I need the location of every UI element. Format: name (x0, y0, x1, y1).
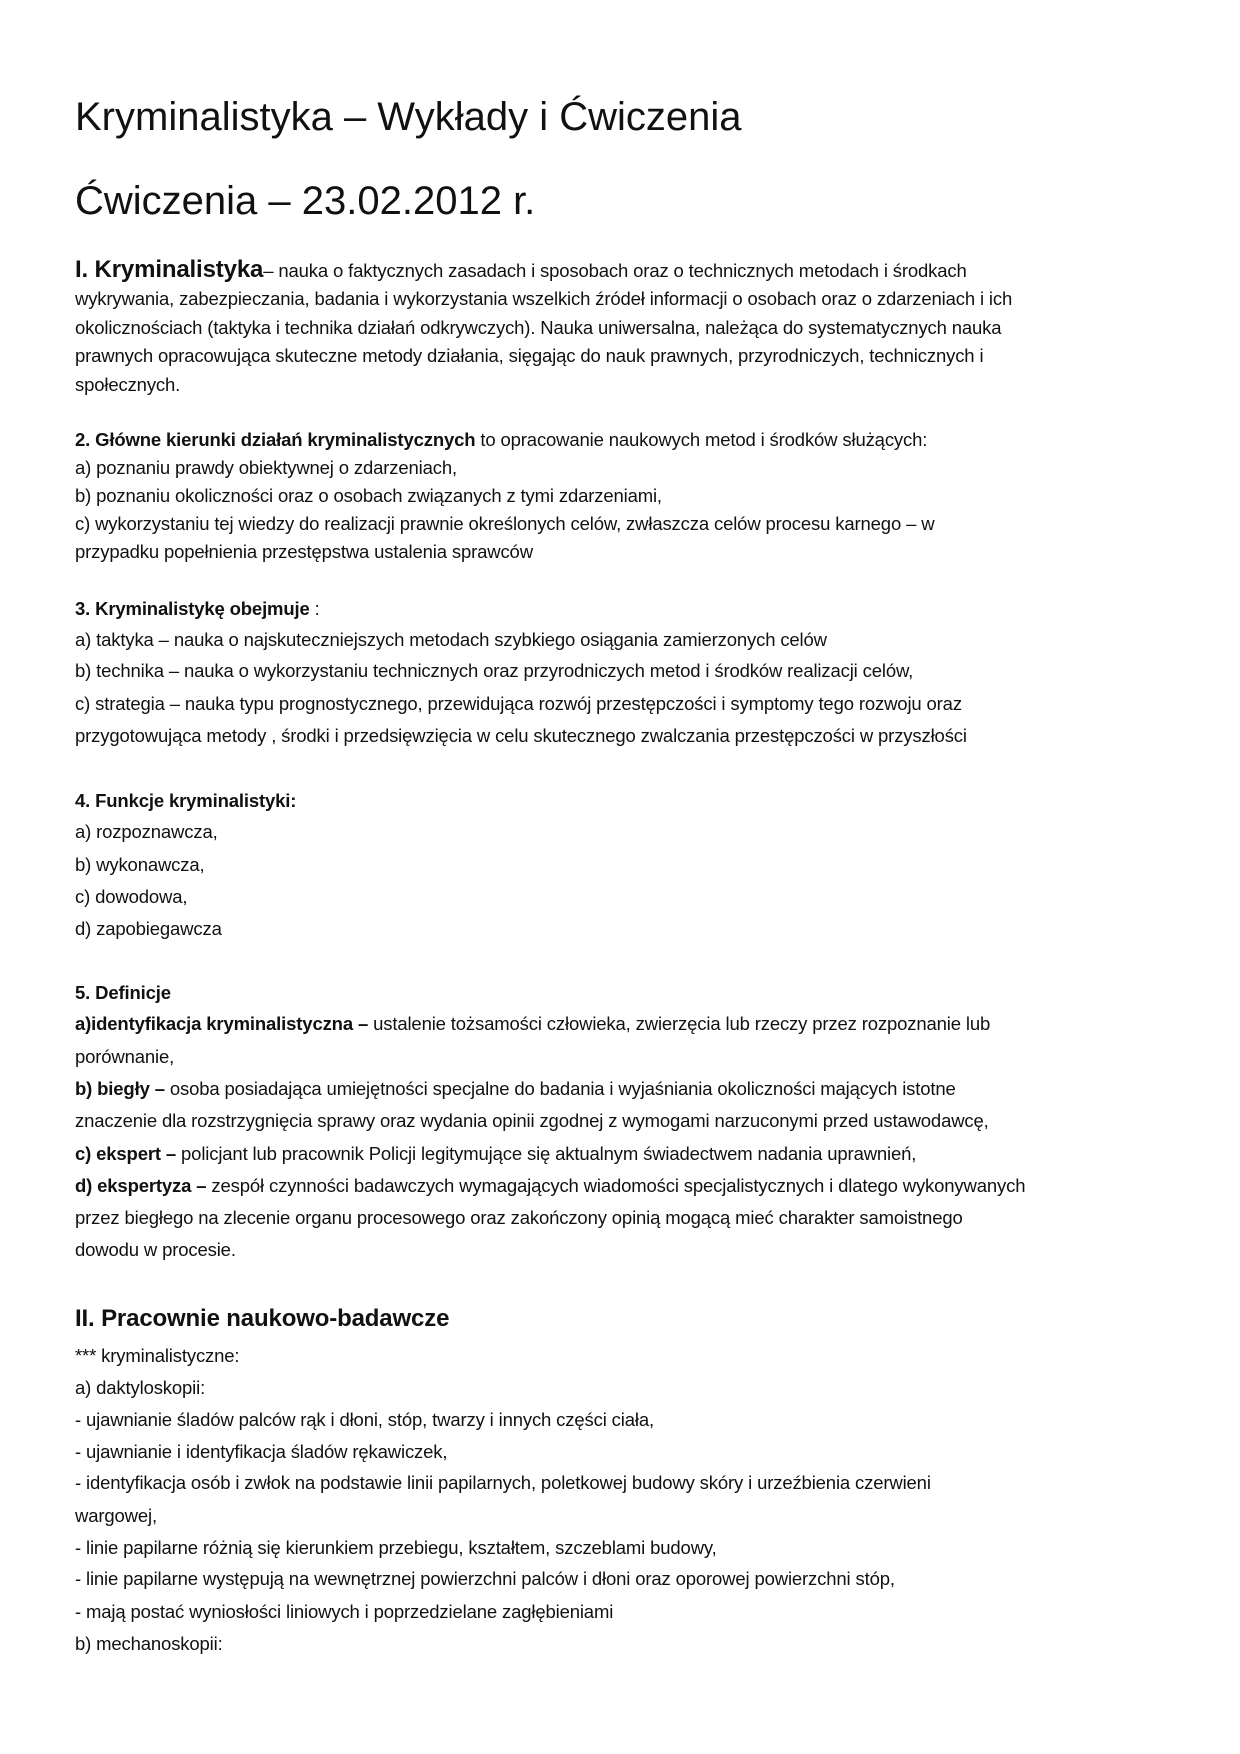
text-line (75, 371, 180, 399)
text-line (75, 256, 967, 285)
text-line (75, 1305, 449, 1334)
text-line (75, 538, 533, 566)
line-text: - identyfikacja osób i zwłok na podstawie linii papilarnych, poletkowej budowy skóry i urzeźbienia czerwieni (75, 1472, 931, 1493)
text-line (75, 1534, 717, 1562)
text-line (75, 482, 662, 510)
text-line (75, 1502, 157, 1530)
text-line (75, 314, 1001, 342)
bold-heading: 3. Kryminalistykę obejmuje (75, 598, 310, 619)
text-line (75, 722, 967, 750)
text-line (75, 1043, 174, 1071)
text-line (75, 1140, 916, 1168)
line-text: - ujawnianie śladów palców rąk i dłoni, stóp, twarzy i innych części ciała, (75, 1409, 654, 1430)
text-line (75, 626, 827, 654)
bold-heading: 2. Główne kierunki działań kryminalistycznych (75, 429, 476, 450)
line-text: – nauka o faktycznych zasadach i sposobach oraz o technicznych metodach i środkach (263, 260, 967, 281)
line-text: b) technika – nauka o wykorzystaniu technicznych oraz przyrodniczych metod i środków realizacji celów, (75, 660, 914, 681)
line-text: - mają postać wyniosłości liniowych i poprzedzielane zagłębieniami (75, 1601, 614, 1622)
line-text: policjant lub pracownik Policji legitymujące się aktualnym świadectwem nadania uprawnień, (176, 1143, 917, 1164)
line-text: osoba posiadająca umiejętności specjalne do badania i wyjaśniania okoliczności mających istotne (164, 1078, 956, 1099)
bold-heading: 5. Definicje (75, 982, 171, 1003)
text-line (75, 1236, 236, 1264)
line-text: prawnych opracowująca skuteczne metody działania, sięgając do nauk prawnych, przyrodniczych, technicznych i (75, 345, 984, 366)
bold-heading: II. Pracownie naukowo-badawcze (75, 1305, 450, 1332)
text-line (75, 818, 218, 846)
line-text: - ujawnianie i identyfikacja śladów rękawiczek, (75, 1441, 448, 1462)
text-line (75, 1438, 447, 1466)
bold-heading: a)identyfikacja kryminalistyczna – (75, 1013, 369, 1034)
bold-heading: c) ekspert – (75, 1143, 177, 1164)
text-line (75, 1469, 931, 1497)
document-title: Kryminalistyka – Wykłady i Ćwiczenia (75, 95, 742, 139)
line-text: d) zapobiegawcza (75, 918, 222, 939)
text-line (75, 510, 934, 538)
line-text: wargowej, (75, 1505, 157, 1526)
text-line (75, 1172, 1025, 1200)
line-text: a) daktyloskopii: (75, 1377, 206, 1398)
line-text: b) poznaniu okoliczności oraz o osobach związanych z tymi zdarzeniami, (75, 485, 662, 506)
text-line (75, 851, 205, 879)
text-line (75, 1010, 990, 1038)
bold-heading: b) biegły – (75, 1078, 165, 1099)
line-text: społecznych. (75, 374, 181, 395)
text-line (75, 787, 296, 815)
line-text: b) wykonawcza, (75, 854, 205, 875)
text-line (75, 915, 222, 943)
line-text: to opracowanie naukowych metod i środków służących: (475, 429, 928, 450)
line-text: a) taktyka – nauka o najskuteczniejszych metodach szybkiego osiągania zamierzonych celów (75, 629, 827, 650)
text-line (75, 1342, 239, 1370)
text-line (75, 1107, 989, 1135)
line-text: a) rozpoznawcza, (75, 821, 218, 842)
line-text: c) strategia – nauka typu prognostycznego, przewidująca rozwój przestępczości i symptomy tego rozwoju oraz (75, 693, 962, 714)
line-text: porównanie, (75, 1046, 175, 1067)
line-text: okolicznościach (taktyka i technika działań odkrywczych). Nauka uniwersalna, należąca do systematycznych nauka (75, 317, 1002, 338)
text-line (75, 285, 1012, 313)
text-line (75, 454, 457, 482)
line-text: : (309, 598, 320, 619)
line-text: znaczenie dla rozstrzygnięcia sprawy oraz wydania opinii zgodnej z wymogami narzuconymi przed ustawodawcę, (75, 1110, 989, 1131)
line-text: przypadku popełnienia przestępstwa ustalenia sprawców (75, 541, 533, 562)
line-text: dowodu w procesie. (75, 1239, 236, 1260)
text-line (75, 1406, 654, 1434)
bold-heading: 4. Funkcje kryminalistyki: (75, 790, 297, 811)
line-text: *** kryminalistyczne: (75, 1345, 240, 1366)
text-line (75, 595, 320, 623)
text-line (75, 1565, 895, 1593)
line-text: - linie papilarne różnią się kierunkiem przebiegu, kształtem, szczeblami budowy, (75, 1537, 717, 1558)
text-line (75, 426, 927, 454)
text-line (75, 1204, 963, 1232)
line-text: a) poznaniu prawdy obiektywnej o zdarzeniach, (75, 457, 457, 478)
text-line (75, 1598, 613, 1626)
text-line (75, 342, 983, 370)
bold-heading: I. Kryminalistyka (75, 256, 264, 283)
line-text: ustalenie tożsamości człowieka, zwierzęcia lub rzeczy przez rozpoznanie lub (368, 1013, 991, 1034)
line-text: wykrywania, zabezpieczania, badania i wykorzystania wszelkich źródeł informacji o osobach oraz o zdarzeniach i ich (75, 288, 1013, 309)
line-text: przez biegłego na zlecenie organu procesowego oraz zakończony opinią mogącą mieć charakter samoistnego (75, 1207, 963, 1228)
text-line (75, 883, 187, 911)
line-text: b) mechanoskopii: (75, 1633, 223, 1654)
line-text: - linie papilarne występują na wewnętrznej powierzchni palców i dłoni oraz oporowej powierzchni stóp, (75, 1568, 895, 1589)
text-line (75, 657, 913, 685)
document-subtitle: Ćwiczenia – 23.02.2012 r. (75, 179, 536, 223)
line-text: przygotowująca metody , środki i przedsięwzięcia w celu skutecznego zwalczania przestępczości w przyszłości (75, 725, 967, 746)
text-line (75, 1374, 205, 1402)
text-line (75, 979, 171, 1007)
line-text: c) wykorzystaniu tej wiedzy do realizacji prawnie określonych celów, zwłaszcza celów procesu karnego – w (75, 513, 935, 534)
bold-heading: d) ekspertyza – (75, 1175, 207, 1196)
text-line (75, 1630, 223, 1658)
text-line (75, 1075, 956, 1103)
line-text: c) dowodowa, (75, 886, 188, 907)
line-text: zespół czynności badawczych wymagających wiadomości specjalistycznych i dlatego wykonywanych (206, 1175, 1026, 1196)
text-line (75, 690, 962, 718)
